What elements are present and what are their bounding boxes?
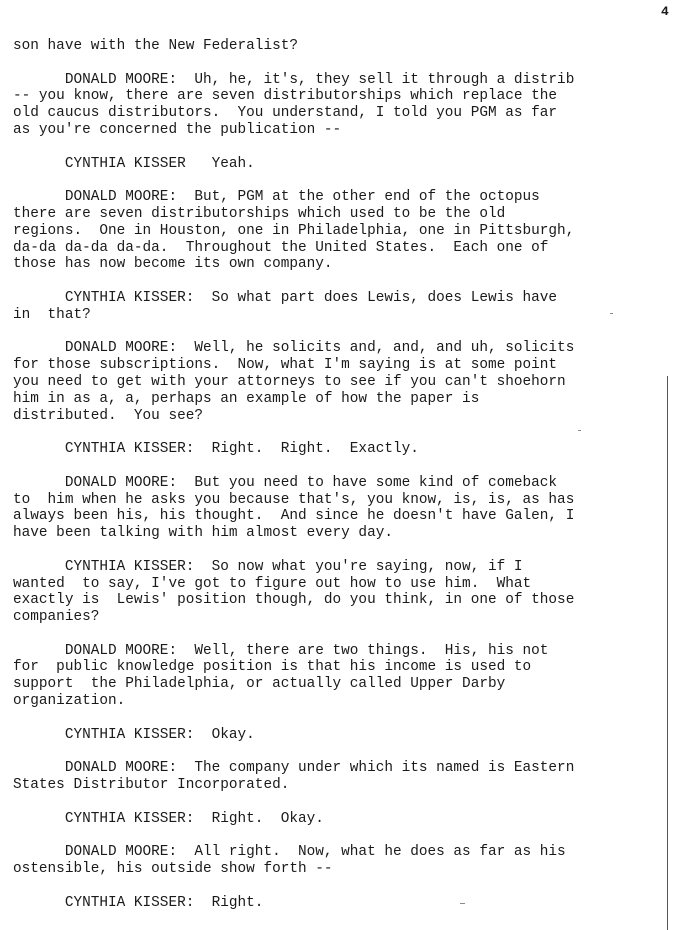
transcript-line: have been talking with him almost every day. [13,525,393,542]
transcript-paragraph [13,844,674,878]
transcript-line: for public knowledge position is that his income is used to [13,659,532,676]
transcript-paragraph [13,290,674,324]
transcript-paragraph [13,760,674,794]
transcript-line: DONALD MOORE: The company under which its named is Eastern [13,760,575,777]
transcript-line: you need to get with your attorneys to see if you can't shoehorn [13,373,566,390]
scan-speck [578,430,581,431]
transcript-line: DONALD MOORE: Well, he solicits and, and, and uh, solicits [13,340,575,357]
transcript-paragraph [13,340,674,424]
transcript-line: as you're concerned the publication -- [13,121,342,138]
transcript-line: DONALD MOORE: Well, there are two things. His, his not [13,642,549,659]
transcript-line: support the Philadelphia, or actually called Upper Darby [13,676,506,693]
transcript-line: regions. One in Houston, one in Philadelphia, one in Pittsburgh, [13,222,575,239]
transcript-line: organization. [13,693,126,710]
transcript-line: CYNTHIA KISSER: Right. Right. Exactly. [13,441,419,458]
transcript-line: da-da da-da da-da. Throughout the United States. Each one of [13,239,549,256]
transcript-line: for those subscriptions. Now, what I'm saying is at some point [13,357,558,374]
scan-speck [460,903,465,904]
transcript-line: CYNTHIA KISSER: So now what you're saying, now, if I [13,558,523,575]
transcript-line: distributed. You see? [13,407,203,424]
transcript-line: son have with the New Federalist? [13,38,298,54]
transcript-paragraph [13,727,674,744]
transcript-paragraph [13,38,674,55]
scan-speck [610,313,613,314]
transcript-line: those has now become its own company. [13,256,333,273]
transcript-line: ostensible, his outside show forth -- [13,861,333,878]
transcript-line: -- you know, there are seven distributorships which replace the [13,88,558,105]
transcript-line: always been his, his thought. And since he doesn't have Galen, I [13,508,575,525]
transcript-paragraph [13,559,674,626]
transcript-line: exactly is Lewis' position though, do you think, in one of those [13,592,575,609]
transcript-line: wanted to say, I've got to figure out how to use him. What [13,575,532,592]
transcript-line: CYNTHIA KISSER: Okay. [13,726,255,743]
page-number: 4 [661,4,669,19]
transcript-line: DONALD MOORE: All right. Now, what he does as far as his [13,844,566,861]
right-margin-rule [667,376,668,930]
transcript-line: DONALD MOORE: But you need to have some kind of comeback [13,474,558,491]
transcript-line: CYNTHIA KISSER: Right. [13,894,264,911]
transcript-line: in that? [13,306,91,323]
transcript-line: him in as a, a, perhaps an example of how the paper is [13,390,480,407]
transcript-paragraph [13,156,674,173]
transcript-paragraph [13,72,674,139]
transcript-paragraph [13,895,674,912]
transcript-line: CYNTHIA KISSER: Right. Okay. [13,810,324,827]
transcript-line: old caucus distributors. You understand, I told you PGM as far [13,105,558,122]
transcript-paragraph [13,475,674,542]
transcript-body [13,38,674,928]
transcript-paragraph [13,643,674,710]
transcript-line: CYNTHIA KISSER: So what part does Lewis, does Lewis have [13,289,558,306]
transcript-line: States Distributor Incorporated. [13,777,290,794]
transcript-paragraph [13,441,674,458]
transcript-line: CYNTHIA KISSER Yeah. [13,155,255,172]
transcript-line: DONALD MOORE: Uh, he, it's, they sell it through a distrib [13,71,575,88]
transcript-paragraph [13,189,674,273]
transcript-line: companies? [13,609,100,626]
transcript-line: DONALD MOORE: But, PGM at the other end of the octopus [13,189,540,206]
transcript-line: to him when he asks you because that's, you know, is, is, as has [13,491,575,508]
transcript-paragraph [13,811,674,828]
transcript-line: there are seven distributorships which used to be the old [13,205,506,222]
